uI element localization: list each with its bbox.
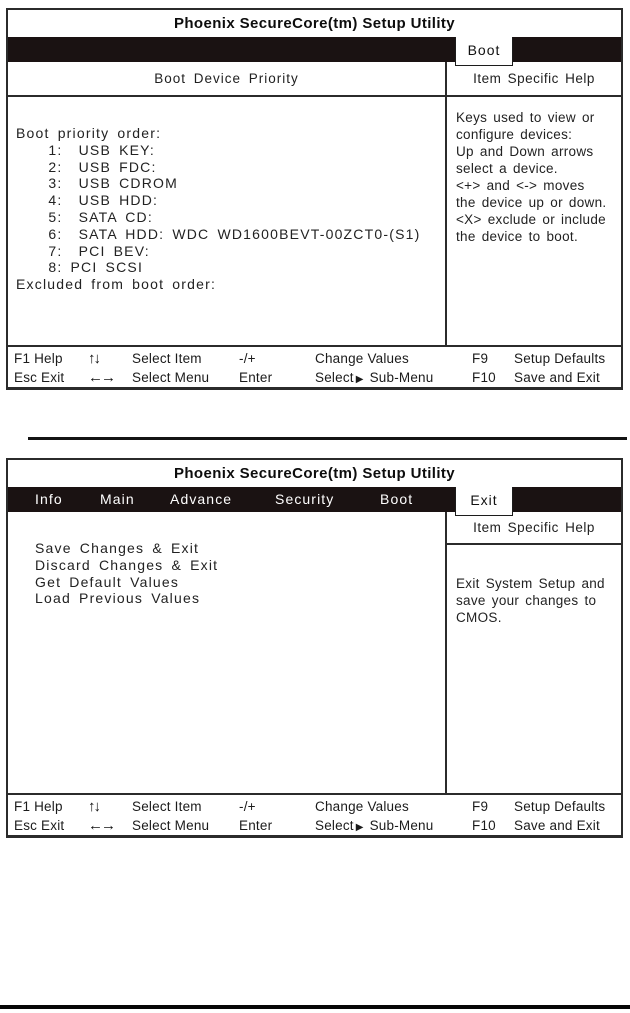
- excluded-from-boot-label: Excluded from boot order:: [16, 276, 217, 293]
- menu-item-advance[interactable]: Advance: [170, 491, 233, 507]
- help-line: the device up or down.: [456, 195, 607, 210]
- boot-device-item-4[interactable]: 4: USB HDD:: [16, 192, 159, 209]
- esc-exit-hint: Esc Exit: [14, 370, 65, 385]
- bios-screen-boot: [6, 8, 623, 390]
- section-divider-rule: [28, 437, 627, 440]
- key-legend-row-1: [14, 349, 621, 368]
- change-values-hint: Change Values: [315, 351, 409, 366]
- f9-hint: F9: [472, 351, 489, 366]
- f9-hint: F9: [472, 799, 489, 814]
- submenu-hint: Select ▶ Sub-Menu: [315, 818, 434, 833]
- exit-options-list: [8, 512, 447, 793]
- f1-help-hint: F1 Help: [14, 799, 63, 814]
- boot-panel-body: [8, 97, 621, 345]
- boot-device-item-5[interactable]: 5: SATA CD:: [16, 208, 153, 225]
- boot-device-item-2[interactable]: 2: USB FDC:: [16, 158, 157, 175]
- f1-help-hint: F1 Help: [14, 351, 63, 366]
- key-legend-row-2: [14, 368, 621, 387]
- f10-hint: F10: [472, 370, 496, 385]
- submenu-hint: Select ▶ Sub-Menu: [315, 370, 434, 385]
- boot-device-item-3[interactable]: 3: USB CDROM: [16, 175, 178, 192]
- menu-bar: [8, 487, 621, 512]
- item-specific-help-title: Item Specific Help: [473, 71, 595, 86]
- help-line: CMOS.: [456, 610, 502, 625]
- bios-screen-exit: [6, 458, 623, 838]
- help-text: [447, 545, 621, 626]
- setup-defaults-hint: Setup Defaults: [514, 351, 606, 366]
- key-legend: [8, 345, 621, 387]
- page-footer-rule: [0, 1005, 630, 1009]
- setup-utility-title: Phoenix SecureCore(tm) Setup Utility: [173, 15, 456, 32]
- exit-panel-body: [8, 512, 621, 793]
- help-line: <+> and <-> moves: [456, 178, 585, 193]
- esc-exit-hint: Esc Exit: [14, 818, 65, 833]
- boot-device-item-8[interactable]: 8: PCI SCSI: [16, 259, 144, 276]
- exit-option-load-previous[interactable]: Load Previous Values: [35, 590, 201, 607]
- boot-device-item-7[interactable]: 7: PCI BEV:: [16, 242, 150, 259]
- updown-arrows-icon: ↑↓: [88, 350, 99, 367]
- help-line: <X> exclude or include: [456, 212, 606, 227]
- help-line: Keys used to view or: [456, 110, 595, 125]
- save-and-exit-hint: Save and Exit: [514, 818, 600, 833]
- help-line: the device to boot.: [456, 229, 579, 244]
- panel-header-row: [8, 62, 621, 97]
- help-panel: [447, 512, 621, 793]
- help-line: Up and Down arrows: [456, 144, 594, 159]
- f10-hint: F10: [472, 818, 496, 833]
- updown-arrows-icon: ↑↓: [88, 798, 99, 815]
- minus-plus-hint: -/+: [239, 799, 256, 814]
- boot-device-priority-title: Boot Device Priority: [8, 62, 447, 95]
- key-legend: [8, 793, 621, 835]
- tab-boot[interactable]: Boot: [455, 37, 513, 66]
- exit-option-save-changes[interactable]: Save Changes & Exit: [35, 540, 200, 556]
- help-text: [447, 97, 621, 245]
- help-line: configure devices:: [456, 127, 573, 142]
- enter-hint: Enter: [239, 818, 273, 833]
- submenu-arrow-icon: ▶: [355, 822, 364, 833]
- boot-device-item-6[interactable]: 6: SATA HDD: WDC WD1600BEVT-00ZCT0-(S1): [16, 225, 421, 242]
- menu-item-info[interactable]: Info: [35, 491, 63, 507]
- menu-item-main[interactable]: Main: [100, 491, 135, 507]
- menu-item-security[interactable]: Security: [275, 491, 335, 507]
- exit-option-discard-changes[interactable]: Discard Changes & Exit: [35, 556, 219, 573]
- submenu-arrow-icon: ▶: [355, 374, 364, 385]
- help-panel: [447, 97, 621, 345]
- key-legend-row-2: [14, 816, 621, 835]
- select-item-hint: Select Item: [132, 351, 202, 366]
- setup-defaults-hint: Setup Defaults: [514, 799, 606, 814]
- exit-option-get-defaults[interactable]: Get Default Values: [35, 573, 180, 590]
- menu-item-boot[interactable]: Boot: [380, 491, 414, 507]
- help-line: select a device.: [456, 161, 558, 176]
- enter-hint: Enter: [239, 370, 273, 385]
- save-and-exit-hint: Save and Exit: [514, 370, 600, 385]
- select-menu-hint: Select Menu: [132, 370, 210, 385]
- help-line: Exit System Setup and: [456, 576, 605, 591]
- key-legend-row-1: [14, 797, 621, 816]
- leftright-arrows-icon: ←→: [88, 369, 114, 386]
- boot-priority-order-label: Boot priority order:: [16, 125, 162, 141]
- minus-plus-hint: -/+: [239, 351, 256, 366]
- setup-utility-title: Phoenix SecureCore(tm) Setup Utility: [173, 465, 456, 482]
- leftright-arrows-icon: ←→: [88, 817, 114, 834]
- boot-priority-list: [8, 97, 447, 345]
- menu-bar: [8, 37, 621, 62]
- help-line: save your changes to: [456, 593, 597, 608]
- tab-exit[interactable]: Exit: [455, 487, 513, 516]
- item-specific-help-title: Item Specific Help: [447, 512, 621, 545]
- select-item-hint: Select Item: [132, 799, 202, 814]
- boot-device-item-1[interactable]: 1: USB KEY:: [16, 141, 156, 158]
- select-menu-hint: Select Menu: [132, 818, 210, 833]
- change-values-hint: Change Values: [315, 799, 409, 814]
